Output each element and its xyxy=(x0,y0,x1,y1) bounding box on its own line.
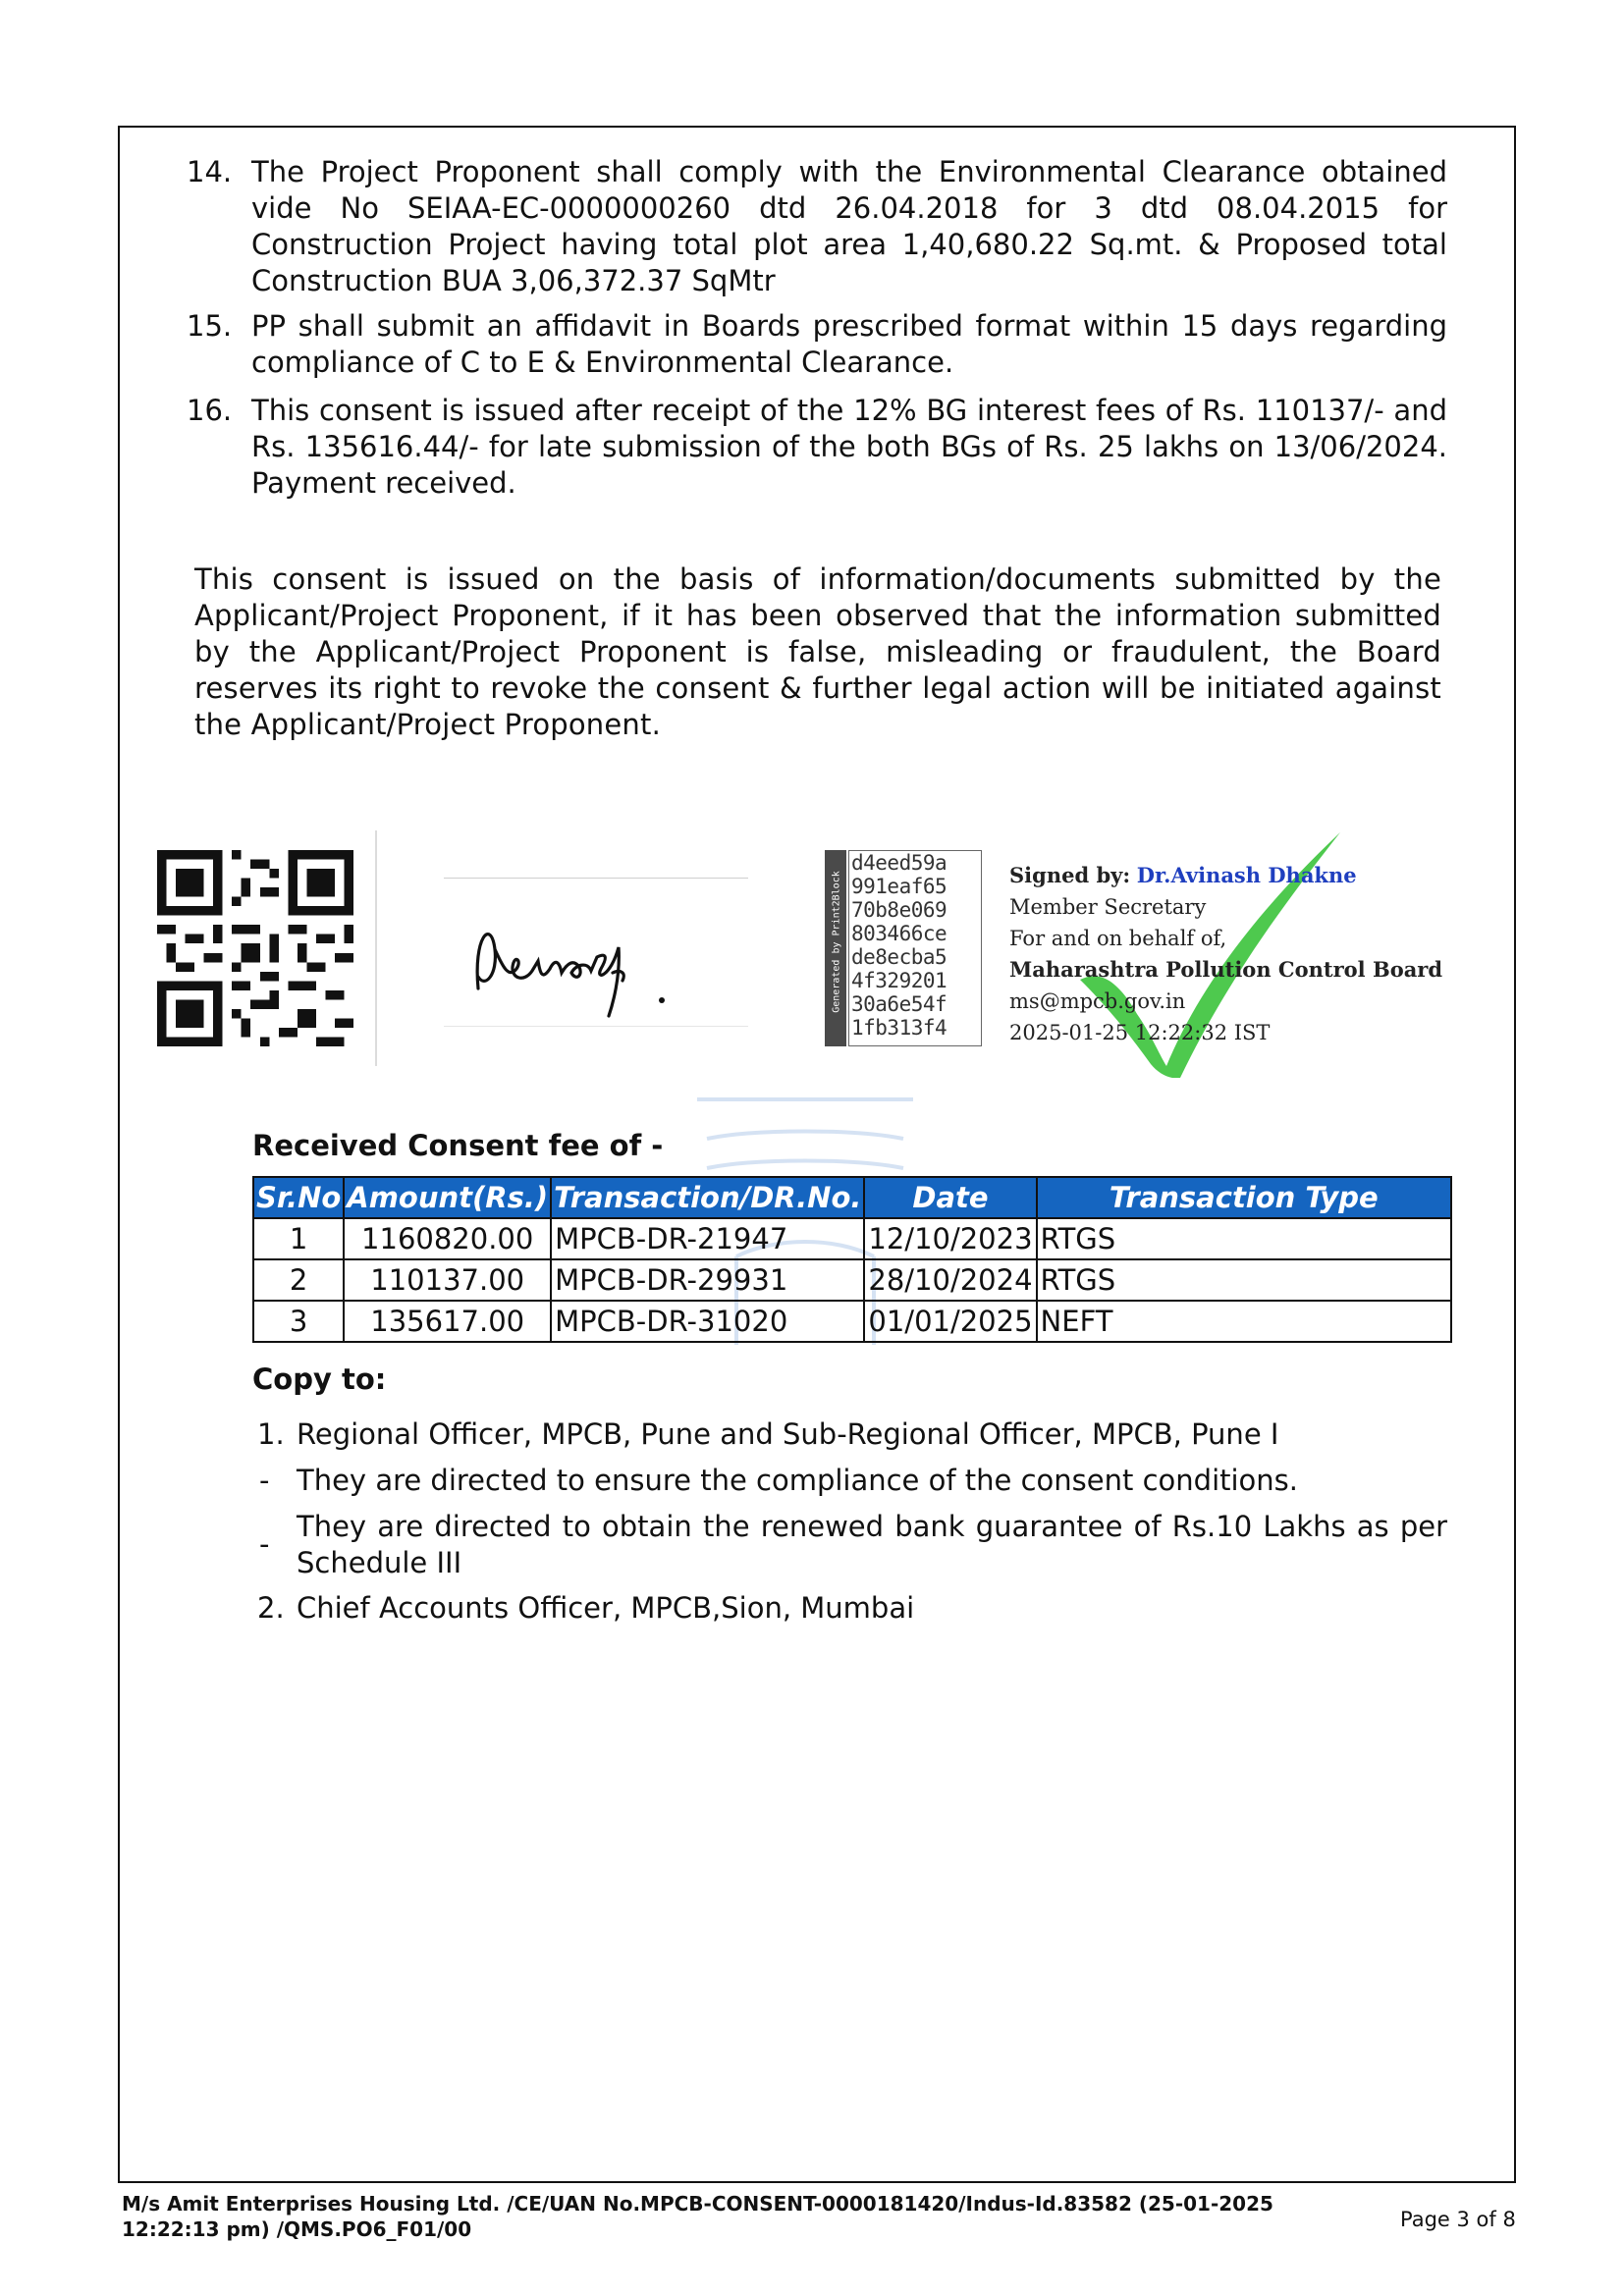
column-header: Transaction Type xyxy=(1037,1177,1451,1218)
qr-code-icon xyxy=(152,850,358,1046)
condition-number: 14. xyxy=(187,155,233,188)
copy-item xyxy=(257,1463,1447,1499)
signature-timestamp: 2025-01-25 12:22:32 IST xyxy=(1009,1021,1271,1044)
date-cell: 12/10/2023 xyxy=(864,1218,1036,1259)
signed-by-line xyxy=(1009,860,1442,891)
copy-item-text: They are directed to obtain the renewed bank guarantee of Rs.10 Lakhs as per Schedule III xyxy=(297,1510,1447,1579)
signer-name: Dr.Avinash Dhakne xyxy=(1136,863,1357,887)
condition-number: 16. xyxy=(187,394,233,427)
hash-line: 30a6e54f xyxy=(851,992,947,1016)
transaction-type-cell: NEFT xyxy=(1037,1301,1451,1342)
condition-16 xyxy=(187,393,1447,502)
hash-line: 4f329201 xyxy=(851,969,947,992)
transaction-no-cell: MPCB-DR-31020 xyxy=(551,1301,864,1342)
signer-details xyxy=(1009,860,1442,1048)
condition-number: 15. xyxy=(187,309,233,343)
signer-designation: Member Secretary xyxy=(1009,895,1207,919)
sr-no-cell: 3 xyxy=(253,1301,344,1342)
copy-item-text: Regional Officer, MPCB, Pune and Sub-Regional Officer, MPCB, Pune I xyxy=(297,1417,1279,1451)
column-header: Transaction/DR.No. xyxy=(551,1177,864,1218)
copy-item-label: 2. xyxy=(257,1591,285,1625)
hash-lines xyxy=(848,850,982,1046)
hash-line: d4eed59a xyxy=(851,851,947,875)
signer-email: ms@mpcb.gov.in xyxy=(1009,989,1186,1013)
transaction-no-cell: MPCB-DR-21947 xyxy=(551,1218,864,1259)
signature-box xyxy=(444,878,748,1027)
hash-line: 70b8e069 xyxy=(851,898,947,922)
condition-text: The Project Proponent shall comply with the Environmental Clearance obtained vide No SEIAA-EC-0000000260 dtd 26.04.2018 for 3 dtd 08.04.2015 for Construction Project having total plot area 1,40,680.22 Sq.mt. & Proposed total Construction BUA 3,06,372.37 SqMtr xyxy=(251,155,1447,297)
amount-cell: 135617.00 xyxy=(344,1301,551,1342)
condition-text: PP shall submit an affidavit in Boards prescribed format within 15 days regarding compliance of C to E & Environmental Clearance. xyxy=(251,309,1447,379)
hash-line: de8ecba5 xyxy=(851,945,947,969)
footer-reference: M/s Amit Enterprises Housing Ltd. /CE/UAN No.MPCB-CONSENT-0000181420/Indus-Id.83582 (25-01-2025 12:22:13 pm) /QMS.PO6_F01/00 xyxy=(122,2192,1273,2241)
page-number: Page 3 of 8 xyxy=(1400,2208,1516,2231)
table-row xyxy=(253,1301,1451,1342)
handwritten-signature xyxy=(444,879,748,1026)
copy-item xyxy=(257,1509,1447,1581)
hash-line: 1fb313f4 xyxy=(851,1016,947,1040)
copy-item-text: Chief Accounts Officer, MPCB,Sion, Mumbai xyxy=(297,1591,915,1625)
organization-name: Maharashtra Pollution Control Board xyxy=(1009,957,1443,982)
condition-14 xyxy=(187,154,1447,299)
copy-item-text: They are directed to ensure the compliance of the consent conditions. xyxy=(297,1464,1298,1497)
hash-line: 803466ce xyxy=(851,922,947,945)
condition-text: This consent is issued after receipt of the 12% BG interest fees of Rs. 110137/- and Rs. 135616.44/- for late submission of the both BGs of Rs. 25 lakhs on 13/06/2024. Payment received. xyxy=(251,394,1447,500)
fee-table xyxy=(252,1176,1452,1343)
condition-15 xyxy=(187,308,1447,381)
divider xyxy=(375,830,377,1066)
sr-no-cell: 1 xyxy=(253,1218,344,1259)
amount-cell: 110137.00 xyxy=(344,1259,551,1301)
basis-paragraph: This consent is issued on the basis of information/documents submitted by the Applicant/Project Proponent, if it has been observed that the information submitted by the Applicant/Project Proponent is false, misleading or fraudulent, the Board reserves its right to revoke the consent & further legal action will be initiated against the Applicant/Project Proponent. xyxy=(194,562,1441,741)
table-header-row xyxy=(253,1177,1451,1218)
column-header: Date xyxy=(864,1177,1036,1218)
date-cell: 28/10/2024 xyxy=(864,1259,1036,1301)
column-header: Amount(Rs.) xyxy=(344,1177,551,1218)
sr-no-cell: 2 xyxy=(253,1259,344,1301)
copy-item xyxy=(257,1590,1447,1627)
table-row xyxy=(253,1218,1451,1259)
blockchain-hash xyxy=(825,850,982,1046)
signed-by-label: Signed by: xyxy=(1009,863,1131,887)
hash-line: 991eaf65 xyxy=(851,875,947,898)
on-behalf-label: For and on behalf of, xyxy=(1009,927,1227,950)
copy-to-heading: Copy to: xyxy=(252,1362,387,1396)
table-row xyxy=(253,1259,1451,1301)
transaction-type-cell: RTGS xyxy=(1037,1218,1451,1259)
transaction-type-cell: RTGS xyxy=(1037,1259,1451,1301)
copy-item-label: - xyxy=(259,1527,270,1561)
fee-heading: Received Consent fee of - xyxy=(252,1129,664,1162)
copy-item-label: 1. xyxy=(257,1417,285,1451)
date-cell: 01/01/2025 xyxy=(864,1301,1036,1342)
copy-item xyxy=(257,1416,1447,1453)
amount-cell: 1160820.00 xyxy=(344,1218,551,1259)
column-header: Sr.No xyxy=(253,1177,344,1218)
transaction-no-cell: MPCB-DR-29931 xyxy=(551,1259,864,1301)
hash-side-label: Generated by Print2Block xyxy=(825,850,846,1046)
copy-item-label: - xyxy=(259,1464,270,1497)
